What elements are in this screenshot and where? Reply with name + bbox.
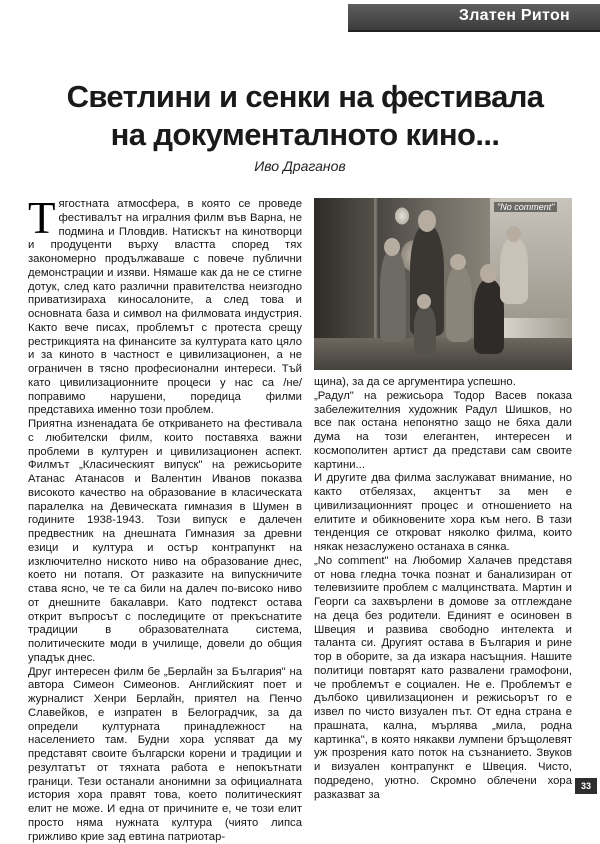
left-text-column — [28, 198, 302, 778]
photo-figure-head — [384, 238, 400, 256]
paragraph: щина), за да се аргументира успешно. — [314, 376, 572, 390]
section-header-bar — [348, 4, 600, 32]
page-number: 33 — [575, 778, 597, 794]
article-photo — [314, 198, 572, 370]
photo-figure — [446, 266, 472, 342]
photo-figure-head — [480, 264, 497, 283]
drop-cap: Т — [28, 200, 56, 236]
article-title — [60, 78, 550, 154]
photo-figure — [380, 250, 406, 342]
photo-figure — [500, 238, 528, 304]
right-text-column — [314, 376, 572, 746]
article-author: Иво Драганов — [225, 158, 375, 174]
photo-figure-head — [506, 226, 521, 242]
paragraph: „No comment" на Любомир Халачев представя от нова гледна точка познат и банализиран от телевизиите проблем с малцинствата. Мартин и Георги са захвърлени в домове за отглеждане на деца без родители. Единият е осиновен в Швеция и развива свободно интелекта и таланта си. Другият остава в България и рине тор в оборите, за да изкара насъщния. Нашите политици повтарят като развалени грамофони, че проблемът е социален. Не е. Проблемът е дълбоко цивилизационен и режисьорът го е извел по чисто визуален път. От една страна е прашната, кална, мърлява „мила, родна картинка", в която някакви лумпени бръщолевят уж прозрения като поток на съзнанието. Звуков и визуален контрапункт е Швеция. Чисто, подредено, уютно. Скромно облечени хора разказват за — [314, 555, 572, 803]
photo-figure — [414, 306, 436, 356]
paragraph: „Радул" на режисьора Тодор Васев показа забележителния художник Радул Шишков, но все пак остана непонятно защо не бяха дали дума на този елегантен, интересен и космополитен артист да представи сам своите картини... — [314, 390, 572, 473]
photo-figure-head — [417, 294, 431, 309]
paragraph: Приятна изненадата бе откриването на фестивала с любителски филм, които поставяха важни проблеми в културен и цивилизационен аспект. Филмът „Класическият випуск" на режисьорите Атанас Атанасов и Валентин Иванов показва високото качество на образование в класическата паралелка на Девическата гимназия в Шумен в годините 1938-1943. Този випуск е далечен предвестник на днешната Гимназия за древни езици и култура и остър контрапункт на изключително ниското ниво на образование днес, което ни потапя. От разказите на випускничите става ясно, че те са били на далеч по-високо ниво от днешните бакалаври. Като подтекст остава открит въпросът с последиците от прекъснатите традиции в образователната система, политическите моди в училище, довели до общия упадък днес. — [28, 418, 302, 666]
section-title: Златен Ритон — [459, 7, 570, 25]
paragraph — [28, 198, 302, 418]
article-title-line-1: Светлини и сенки на фестивала — [60, 78, 550, 116]
article-title-line-2: на документалното кино... — [60, 116, 550, 154]
photo-ground — [314, 338, 572, 370]
photo-caption: "No comment" — [494, 202, 557, 212]
paragraph-text: ягостната атмосфера, в която се проведе фестивалът на игралния филм във Варна, не подмина и Пловдив. Натискът на кинотворци и продуценти върху властта според тях закономерно продължаваше с повече публични демонстрации и изяви. Нямаше как да не се стигне дотук, след като различни правителства неизгодно приватизираха киносалоните, а след това и основната база и символ на филмовата индустрия. Както вече писах, проблемът с протеста срещу рестрикцията на финансите за културата като цяло и за киното в частност е цивилизационен, а не ограничен в тясно професионални интереси. Тъй като цивилизационните процеси у нас са /не/поправимо нарушени, поредица филми представиха именно този проблем. — [28, 198, 302, 416]
photo-figure-head — [450, 254, 466, 270]
paragraph: И другите два филма заслужават внимание, но както отбелязах, акцентът за мен е цивилизационният процес и отношението на елитите и обикновените хора към него. В тази тенденция се откроват няколко филма, които някак незаслужено останаха в сянка. — [314, 472, 572, 555]
photo-figure-head — [418, 210, 436, 232]
paragraph: Друг интересен филм бе „Берлайн за България" на автора Симеон Симеонов. Английският поет и журналист Хенри Берлайн, приятел на Пенчо Славейков, е изпратен в Белоградчик, за да определи културната принадлежност на населението там. Будни хора успяват да му представят своите български корени и традиции и резултатът от тяхната работа е непокътнати граници. Тези останали анонимни за официалната история хора правят това, което политическият елит не може. И една от причините е, че този елит просто няма нужната култура (чиято липса грижливо крие зад евтина патриотар- — [28, 666, 302, 844]
